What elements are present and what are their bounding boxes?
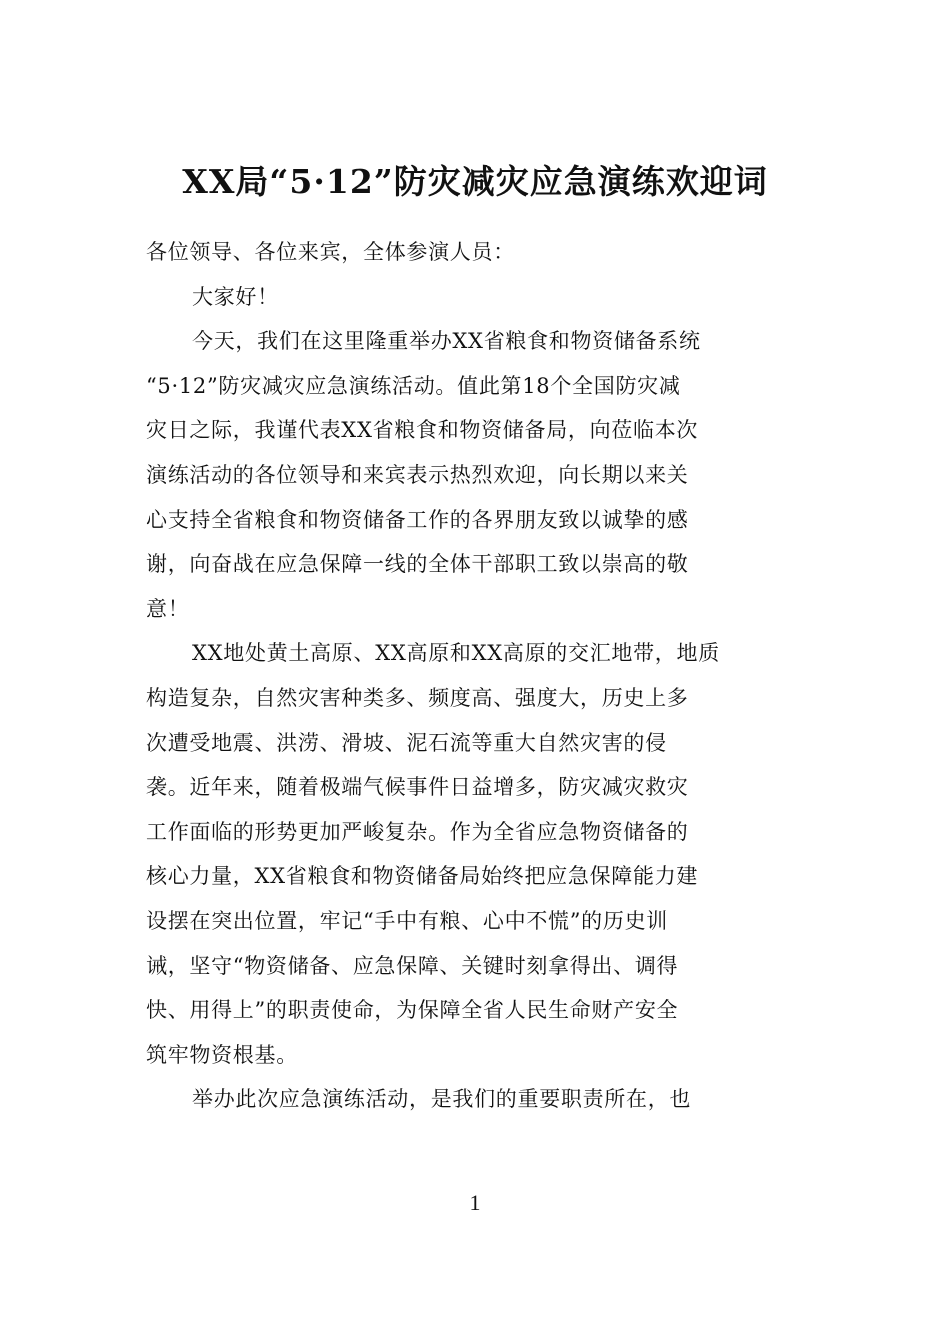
paragraph-2-line-5: 工作面临的形势更加严峻复杂。作为全省应急物资储备的 — [146, 819, 689, 844]
greeting-line: 大家好！ — [192, 284, 279, 309]
paragraph-1-line-4: 演练活动的各位领导和来宾表示热烈欢迎，向长期以来关 — [146, 462, 689, 487]
paragraph-2-line-1: XX地处黄土高原、XX高原和XX高原的交汇地带，地质 — [192, 641, 720, 666]
paragraph-2-line-6: 核心力量，XX省粮食和物资储备局始终把应急保障能力建 — [146, 864, 699, 889]
paragraph-3-line-1: 举办此次应急演练活动，是我们的重要职责所在，也 — [192, 1087, 692, 1112]
paragraph-1-line-5: 心支持全省粮食和物资储备工作的各界朋友致以诚挚的感 — [146, 507, 689, 532]
paragraph-2-line-8: 诫，坚守“物资储备、应急保障、关键时刻拿得出、调得 — [146, 953, 679, 978]
paragraph-1-line-1: 今天，我们在这里隆重举办XX省粮食和物资储备系统 — [192, 329, 701, 354]
paragraph-1-line-2: “5·12”防灾减灾应急演练活动。值此第18个全国防灾减 — [146, 373, 681, 398]
salutation-line: 各位领导、各位来宾，全体参演人员： — [146, 240, 515, 264]
paragraph-2-line-3: 次遭受地震、洪涝、滑坡、泥石流等重大自然灾害的侵 — [146, 730, 667, 755]
document-body — [146, 230, 808, 1122]
paragraph-1-line-6: 谢，向奋战在应急保障一线的全体干部职工致以崇高的敬 — [146, 552, 689, 577]
paragraph-2-line-2: 构造复杂，自然灾害种类多、频度高、强度大，历史上多 — [146, 685, 689, 710]
paragraph-2-line-4: 袭。近年来，随着极端气候事件日益增多，防灾减灾救灾 — [146, 775, 689, 800]
paragraph-1-line-7: 意！ — [146, 596, 190, 621]
paragraph-2-line-9: 快、用得上”的职责使命，为保障全省人民生命财产安全 — [146, 998, 679, 1023]
paragraph-1-line-3: 灾日之际，我谨代表XX省粮食和物资储备局，向莅临本次 — [146, 418, 699, 443]
document-title: XX局“5·12”防灾减灾应急演练欢迎词 — [182, 162, 768, 201]
paragraph-2-line-10: 筑牢物资根基。 — [146, 1042, 298, 1067]
paragraph-2-line-7: 设摆在突出位置，牢记“手中有粮、心中不慌”的历史训 — [146, 908, 668, 933]
page-number: 1 — [469, 1190, 481, 1215]
